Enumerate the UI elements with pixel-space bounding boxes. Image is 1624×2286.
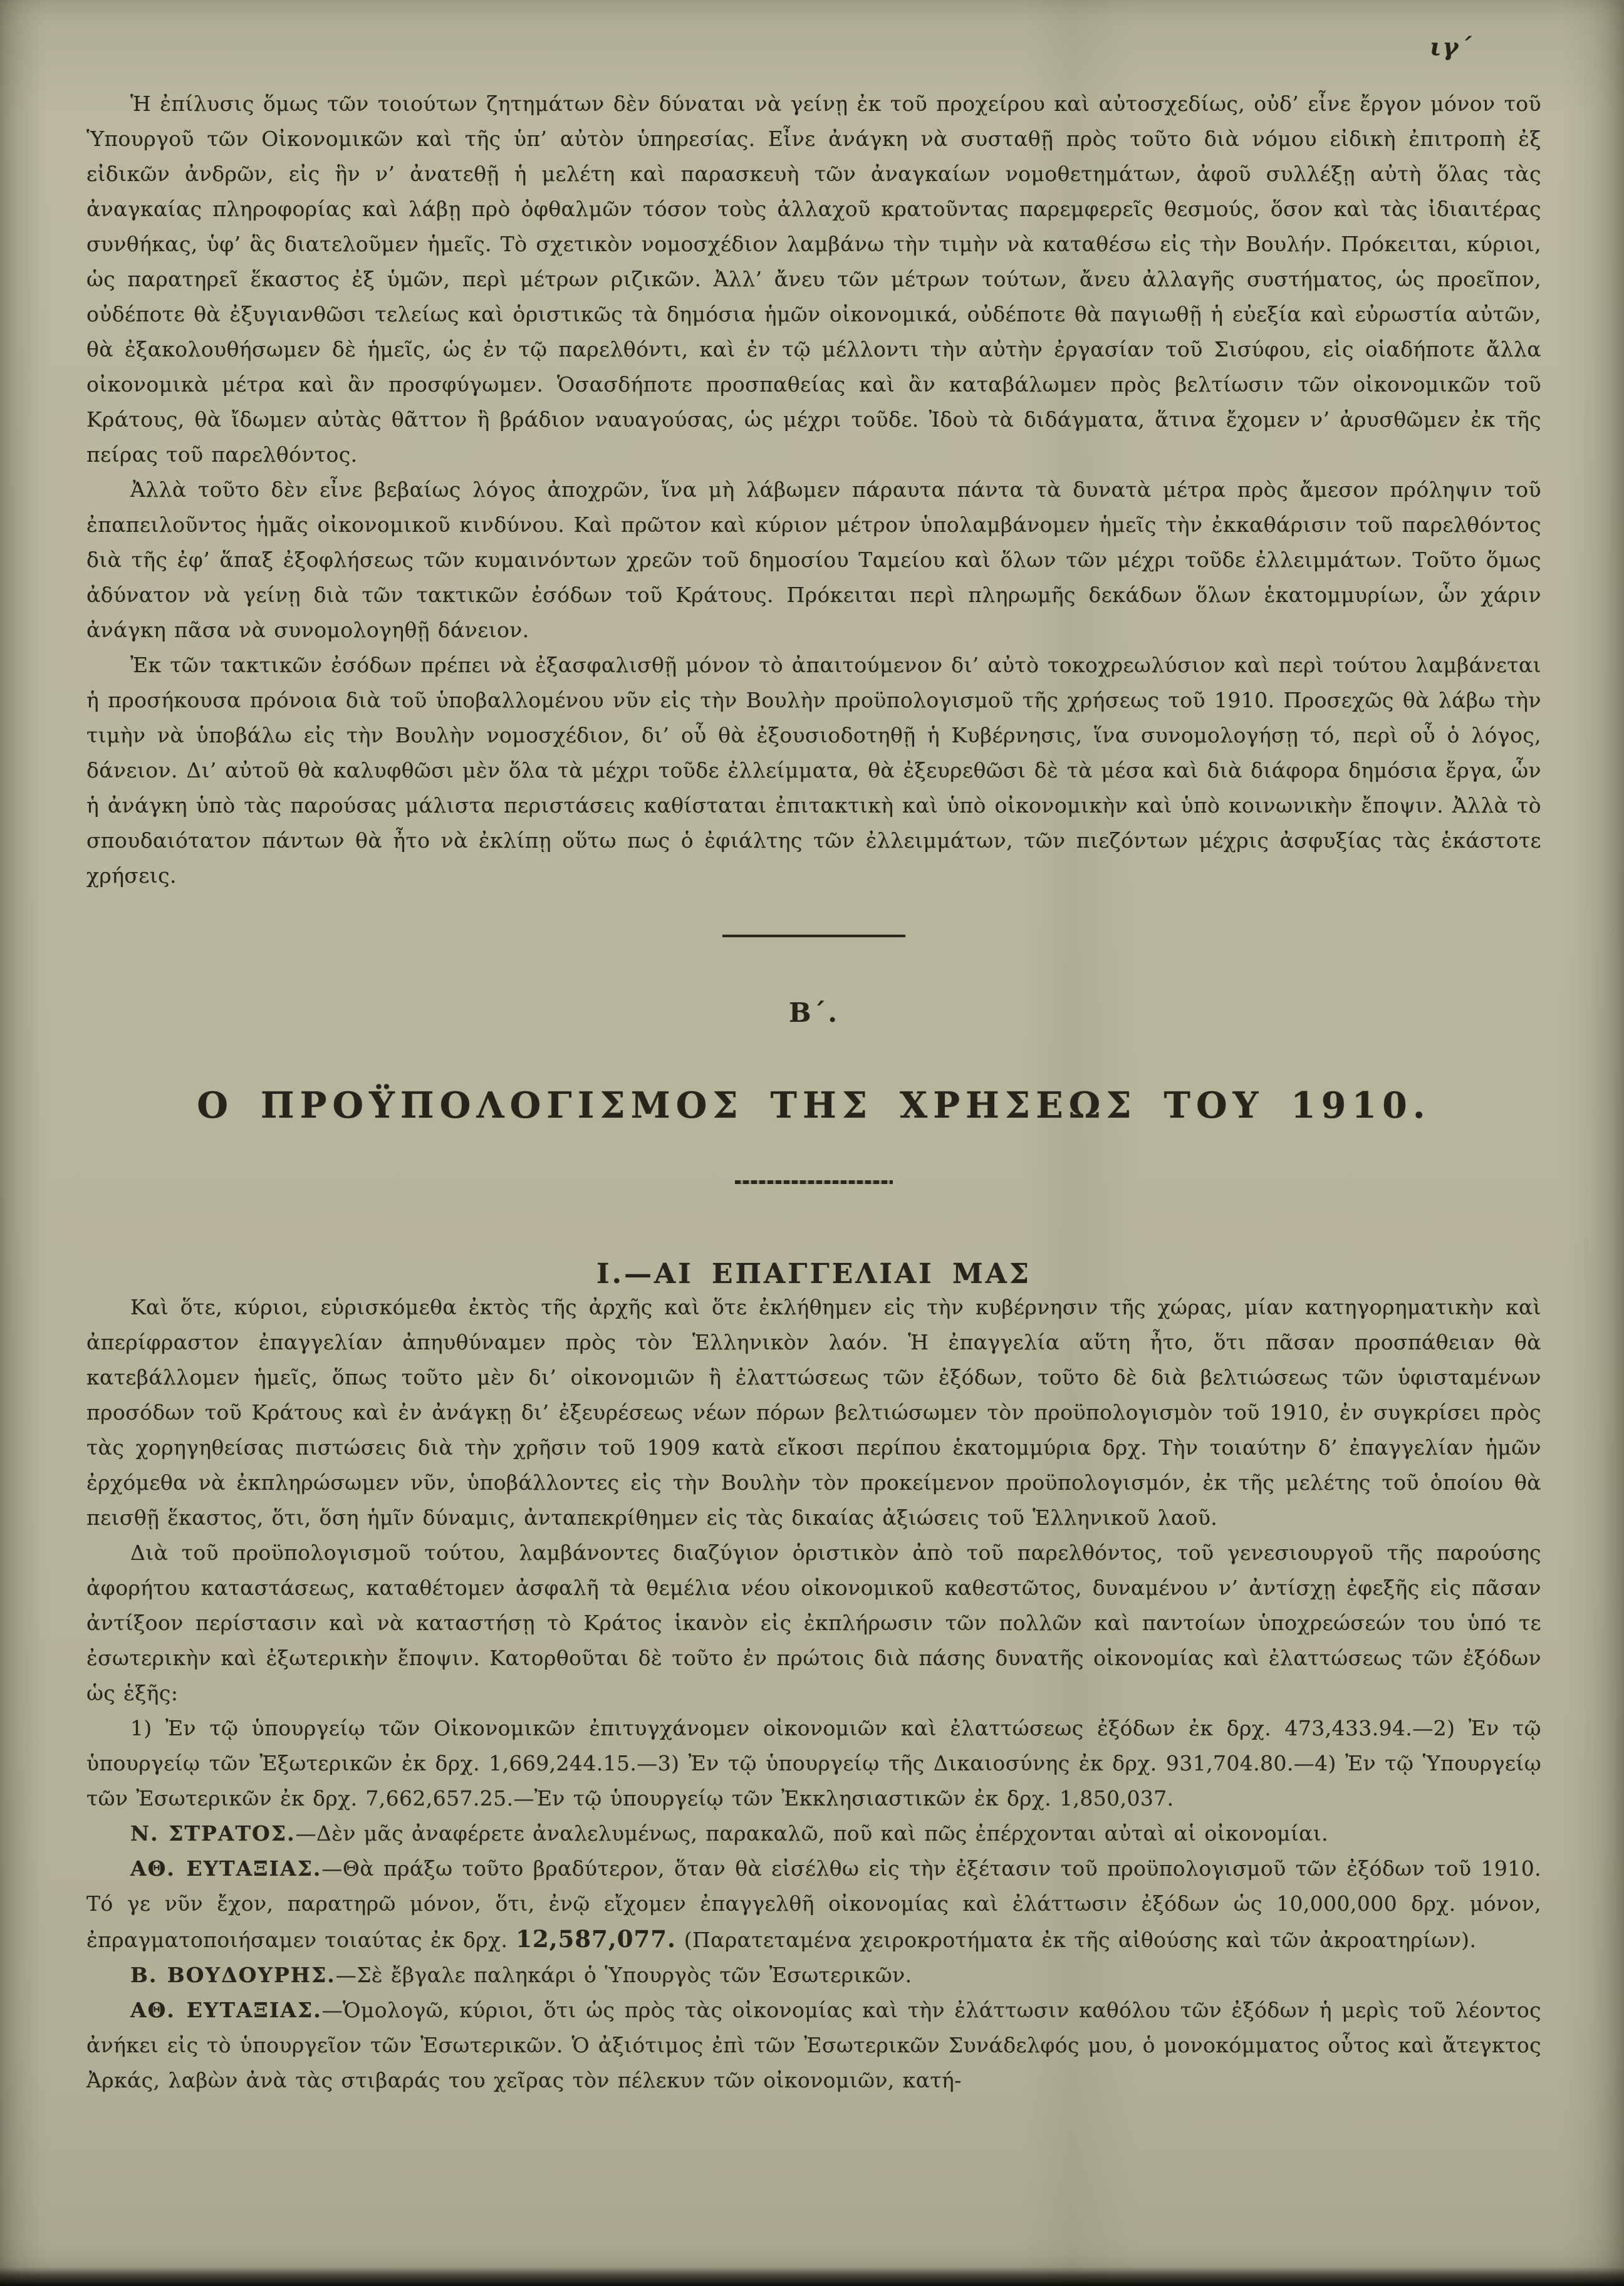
page-content xyxy=(86,86,1541,2098)
dialogue-line-eftaxias-2 xyxy=(86,1993,1541,2098)
speaker-name: Β. ΒΟΥΔΟΥΡΗΣ. xyxy=(130,1963,336,1987)
scan-bottom-edge xyxy=(0,2267,1624,2286)
speech-text: —Σὲ ἔβγαλε παληκάρι ὁ Ὑπουργὸς τῶν Ἐσωτερικῶν. xyxy=(335,1963,912,1987)
section-a-paragraph-3: Ἐκ τῶν τακτικῶν ἐσόδων πρέπει νὰ ἐξασφαλισθῇ μόνον τὸ ἀπαιτούμενον δι’ αὐτὸ τοκοχρεωλύσιον καὶ περὶ τούτου λαμβάνεται ἡ προσήκουσα πρόνοια διὰ τοῦ ὑποβαλλομένου νῦν εἰς τὴν Βουλὴν προϋπολογισμοῦ τῆς χρήσεως τοῦ 1910. Προσεχῶς θὰ λάβω τὴν τιμὴν νὰ ὑποβάλω εἰς τὴν Βουλὴν νομοσχέδιον, δι’ οὗ θὰ ἐξουσιοδοτηθῇ ἡ Κυβέρνησις, ἵνα συνομολογήσῃ τό, περὶ οὗ ὁ λόγος, δάνειον. Δι’ αὐτοῦ θὰ καλυφθῶσι μὲν ὅλα τὰ μέχρι τοῦδε ἐλλείμματα, θὰ ἐξευρεθῶσι δὲ τὰ μέσα καὶ διὰ διάφορα δημόσια ἔργα, ὧν ἡ ἀνάγκη ὑπὸ τὰς παρούσας μάλιστα περιστάσεις καθίσταται ἐπιτακτικὴ καὶ ὑπὸ οἰκονομικὴν καὶ ὑπὸ κοινωνικὴν ἔποψιν. Ἀλλὰ τὸ σπουδαιότατον πάντων θὰ ἦτο νὰ ἐκλίπῃ οὕτω πως ὁ ἐφιάλτης τῶν ἐλλειμμάτων, τῶν πιεζόντων μέχρις ἀσφυξίας τὰς ἑκάστοτε χρήσεις. xyxy=(86,653,1541,888)
dialogue-line-eftaxias-1 xyxy=(86,1851,1541,1958)
dialogue-line-voudouris xyxy=(86,1958,1541,1993)
speech-text: —Δὲν μᾶς ἀναφέρετε ἀναλελυμένως, παρακαλῶ, ποῦ καὶ πῶς ἐπέρχονται αὐταὶ αἱ οἰκονομίαι. xyxy=(295,1821,1329,1846)
title-divider-rule xyxy=(735,1180,893,1184)
section-letter-heading: Β΄. xyxy=(788,997,840,1028)
speech-text-stage-note: (Παρατεταμένα χειροκροτήματα ἐκ τῆς αἰθούσης καὶ τῶν ἀκροατηρίων). xyxy=(675,1928,1477,1952)
speaker-name: ΑΘ. ΕΥΤΑΞΙΑΣ. xyxy=(130,1856,322,1881)
section-divider-rule xyxy=(722,935,905,937)
savings-total-amount: 12,587,077. xyxy=(516,1925,676,1953)
speech-text: —Ὁμολογῶ, κύριοι, ὅτι ὡς πρὸς τὰς οἰκονομίας καὶ τὴν ἐλάττωσιν καθόλου τῶν ἐξόδων ἡ μερὶς τοῦ λέοντος ἀνήκει εἰς τὸ ὑπουργεῖον τῶν Ἐσωτερικῶν. Ὁ ἀξιότιμος ἐπὶ τῶν Ἐσωτερικῶν Συνάδελφός μου, ὁ μονοκόμματος οὗτος καὶ ἄτεγκτος Ἀρκάς, λαβὼν ἀνὰ τὰς στιβαράς του χεῖρας τὸν πέλεκυν τῶν οἰκονομιῶν, κατή- xyxy=(86,1998,1541,2092)
speech-text: —Θὰ πράξω τοῦτο βραδύτερον, ὅταν θὰ εἰσέλθω εἰς τὴν ἐξέτασιν τοῦ προϋπολογισμοῦ τῶν ἐξόδων τοῦ 1910. Τό γε νῦν ἔχον, παρατηρῶ μόνον, ὅτι, ἐνῷ εἴχομεν ἐπαγγελθῆ οἰκονομίας καὶ ἐλάττωσιν ἐξόδων ὡς 10,000,000 δρχ. μόνον, ἐπραγματοποιήσαμεν τοιαύτας ἐκ δρχ. xyxy=(86,1856,1541,1952)
chapter-paragraph-2: Διὰ τοῦ προϋπολογισμοῦ τούτου, λαμβάνοντες διαζύγιον ὁριστικὸν ἀπὸ τοῦ παρελθόντος, τοῦ γενεσιουργοῦ τῆς παρούσης ἀφορήτου καταστάσεως, καταθέτομεν ἀσφαλῆ τὰ θεμέλια νέου οἰκονομικοῦ καθεστῶτος, δυναμένου ν’ ἀντίσχῃ ἐφεξῆς εἰς πᾶσαν ἀντίξοον περίστασιν καὶ νὰ καταστήσῃ τὸ Κράτος ἱκανὸν εἰς ἐκπλήρωσιν τῶν πολλῶν καὶ παντοίων ὑποχρεώσεών του ὑπό τε ἐσωτερικὴν καὶ ἐξωτερικὴν ἔποψιν. Κατορθοῦται δὲ τοῦτο ἐν πρώτοις διὰ πάσης δυνατῆς οἰκονομίας καὶ ἐλαττώσεως τῶν ἐξόδων ὡς ἑξῆς: xyxy=(86,1540,1541,1705)
speaker-name: Ν. ΣΤΡΑΤΟΣ. xyxy=(130,1821,296,1846)
speaker-name: ΑΘ. ΕΥΤΑΞΙΑΣ. xyxy=(130,1998,322,2022)
dialogue-line-stratos xyxy=(86,1816,1541,1851)
section-a-paragraph-1: Ἡ ἐπίλυσις ὅμως τῶν τοιούτων ζητημάτων δὲν δύναται νὰ γείνῃ ἐκ τοῦ προχείρου καὶ αὐτοσχεδίως, οὐδ’ εἶνε ἔργον μόνον τοῦ Ὑπουργοῦ τῶν Οἰκονομικῶν καὶ τῆς ὑπ’ αὐτὸν ὑπηρεσίας. Εἶνε ἀνάγκη νὰ συσταθῇ πρὸς τοῦτο διὰ νόμου εἰδικὴ ἐπιτροπὴ ἐξ εἰδικῶν ἀνδρῶν, εἰς ἣν ν’ ἀνατεθῇ ἡ μελέτη καὶ παρασκευὴ τῶν ἀναγκαίων νομοθετημάτων, ἀφοῦ συλλέξῃ αὐτὴ ὅλας τὰς ἀναγκαίας πληροφορίας καὶ λάβῃ πρὸ ὀφθαλμῶν τόσον τοὺς ἀλλαχοῦ κρατοῦντας παρεμφερεῖς θεσμούς, ὅσον καὶ τὰς ἰδιαιτέρας συνθήκας, ὑφ’ ἃς διατελοῦμεν ἡμεῖς. Τὸ σχετικὸν νομοσχέδιον λαμβάνω τὴν τιμὴν νὰ καταθέσω εἰς τὴν Βουλήν. Πρόκειται, κύριοι, ὡς παρατηρεῖ ἕκαστος ἐξ ὑμῶν, περὶ μέτρων ριζικῶν. Ἀλλ’ ἄνευ τῶν μέτρων τούτων, ἄνευ ἀλλαγῆς συστήματος, ὡς προεῖπον, οὐδέποτε θὰ ἐξυγιανθῶσι τελείως καὶ ὁριστικῶς τὰ δημόσια ἡμῶν οἰκονομικά, οὐδέποτε θὰ παγιωθῇ ἡ εὐεξία καὶ εὐρωστία αὐτῶν, θὰ ἐξακολουθήσωμεν δὲ ἡμεῖς, ὡς ἐν τῷ παρελθόντι, καὶ ἐν τῷ μέλλοντι τὴν αὐτὴν ἐργασίαν τοῦ Σισύφου, εἰς οἱαδήποτε ἄλλα οἰκονομικὰ μέτρα καὶ ἂν προσφύγωμεν. Ὁσασδήποτε προσπαθείας καὶ ἂν καταβάλωμεν πρὸς βελτίωσιν τῶν οἰκονομικῶν τοῦ Κράτους, θὰ ἴδωμεν αὐτὰς θᾶττον ἢ βράδιον ναυαγούσας, ὡς μέχρι τοῦδε. Ἰδοὺ τὰ διδάγματα, ἅτινα ἔχομεν ν’ ἀρυσθῶμεν ἐκ τῆς πείρας τοῦ παρελθόντος. xyxy=(86,91,1541,467)
section-a-paragraph-2: Ἀλλὰ τοῦτο δὲν εἶνε βεβαίως λόγος ἀποχρῶν, ἵνα μὴ λάβωμεν πάραυτα πάντα τὰ δυνατὰ μέτρα πρὸς ἄμεσον πρόληψιν τοῦ ἐπαπειλοῦντος ἡμᾶς οἰκονομικοῦ κινδύνου. Καὶ πρῶτον καὶ κύριον μέτρον ὑπολαμβάνομεν ἡμεῖς τὴν ἐκκαθάρισιν τοῦ παρελθόντος διὰ τῆς ἐφ’ ἅπαξ ἐξοφλήσεως τῶν κυμαινόντων χρεῶν τοῦ δημοσίου Ταμείου καὶ ὅλων τῶν μέχρι τοῦδε ἐλλειμμάτων. Τοῦτο ὅμως ἀδύνατον νὰ γείνῃ διὰ τῶν τακτικῶν ἐσόδων τοῦ Κράτους. Πρόκειται περὶ πληρωμῆς δεκάδων ὅλων ἑκατομμυρίων, ὧν χάριν ἀνάγκη πᾶσα νὰ συνομολογηθῇ δάνειον. xyxy=(86,477,1541,642)
chapter-paragraph-1: Καὶ ὅτε, κύριοι, εὑρισκόμεθα ἐκτὸς τῆς ἀρχῆς καὶ ὅτε ἐκλήθημεν εἰς τὴν κυβέρνησιν τῆς χώρας, μίαν κατηγορηματικὴν καὶ ἀπερίφραστον ἐπαγγελίαν ἀπηυθύναμεν πρὸς τὸν Ἑλληνικὸν λαόν. Ἡ ἐπαγγελία αὕτη ἦτο, ὅτι πᾶσαν προσπάθειαν θὰ κατεβάλλομεν ἡμεῖς, ὅπως τοῦτο μὲν δι’ οἰκονομιῶν ἢ ἐλαττώσεως τῶν ἐξόδων, τοῦτο δὲ διὰ βελτιώσεως τῶν ὑφισταμένων προσόδων τοῦ Κράτους καὶ ἐν ἀνάγκῃ δι’ ἐξευρέσεως νέων πόρων βελτιώσωμεν τὸν προϋπολογισμὸν τοῦ 1910, ἐν συγκρίσει πρὸς τὰς χορηγηθείσας πιστώσεις διὰ τὴν χρῆσιν τοῦ 1909 κατὰ εἴκοσι περίπου ἑκατομμύρια δρχ. Τὴν τοιαύτην δ’ ἐπαγγελίαν ἡμῶν ἐρχόμεθα νὰ ἐκπληρώσωμεν νῦν, ὑποβάλλοντες εἰς τὴν Βουλὴν τὸν προκείμενον προϋπολογισμόν, ἐκ τῆς μελέτης τοῦ ὁποίου θὰ πεισθῇ ἕκαστος, ὅτι, ὅση ἡμῖν δύναμις, ἀνταπεκρίθημεν εἰς τὰς δικαίας ἀξιώσεις τοῦ Ἑλληνικοῦ λαοῦ. xyxy=(86,1295,1541,1530)
section-title: Ο ΠΡΟΫΠΟΛΟΓΙΣΜΟΣ ΤΗΣ ΧΡΗΣΕΩΣ ΤΟΥ 1910. xyxy=(197,1084,1431,1126)
chapter-heading: Ι.—ΑΙ ΕΠΑΓΓΕΛΙΑΙ ΜΑΣ xyxy=(596,1258,1031,1290)
page-number: ιγ΄ xyxy=(1430,33,1473,61)
chapter-paragraph-savings-list: 1) Ἐν τῷ ὑπουργείῳ τῶν Οἰκονομικῶν ἐπιτυγχάνομεν οἰκονομιῶν καὶ ἐλαττώσεως ἐξόδων ἐκ δρχ. 473,433.94.—2) Ἐν τῷ ὑπουργείῳ τῶν Ἐξωτερικῶν ἐκ δρχ. 1,669,244.15.—3) Ἐν τῷ ὑπουργείῳ τῆς Δικαιοσύνης ἐκ δρχ. 931,704.80.—4) Ἐν τῷ Ὑπουργείῳ τῶν Ἐσωτερικῶν ἐκ δρχ. 7,662,657.25.—Ἐν τῷ ὑπουργείῳ τῶν Ἐκκλησιαστικῶν ἐκ δρχ. 1,850,037. xyxy=(86,1716,1541,1811)
